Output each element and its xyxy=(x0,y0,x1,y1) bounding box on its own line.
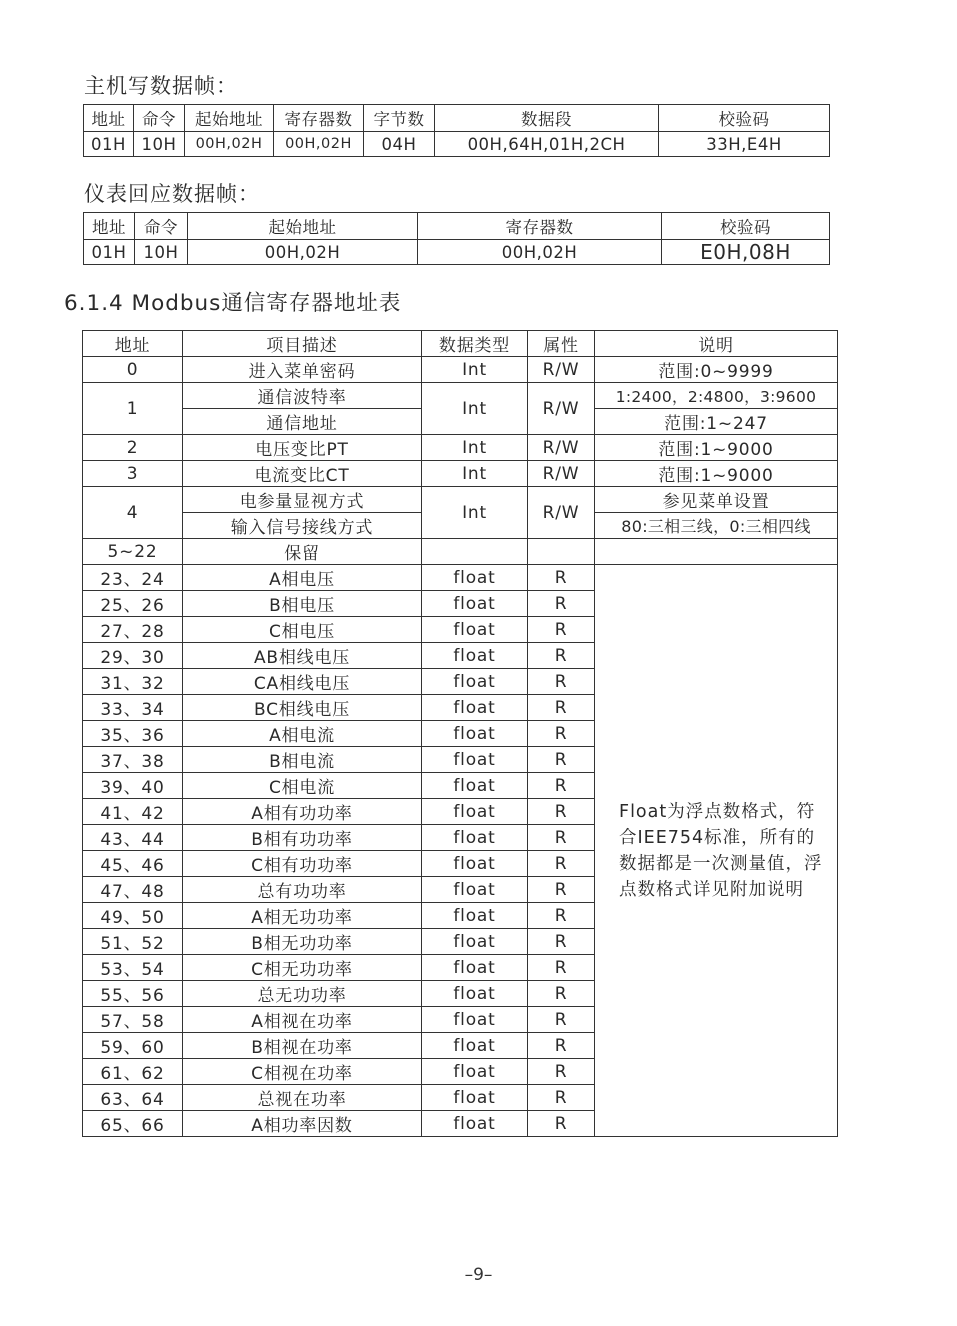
table-row xyxy=(83,357,838,383)
addr-cell: 3 xyxy=(83,461,183,487)
addr-cell: 47、48 xyxy=(83,877,183,903)
addr-cell: 45、46 xyxy=(83,851,183,877)
addr-cell: 53、54 xyxy=(83,955,183,981)
desc-cell: 总视在功率 xyxy=(183,1085,422,1111)
attr-cell: R xyxy=(528,1007,595,1033)
type-cell: float xyxy=(422,903,528,929)
attr-cell: R xyxy=(528,825,595,851)
table-row xyxy=(83,539,838,565)
addr-cell: 39、40 xyxy=(83,773,183,799)
float-format-note: Float为浮点数格式，符合IEE754标准，所有的数据都是一次测量值，浮点数格式详见附加说明 xyxy=(595,565,838,1137)
desc-cell: 通信地址 xyxy=(183,409,422,435)
desc-cell: A相无功功率 xyxy=(183,903,422,929)
desc-cell: AB相线电压 xyxy=(183,643,422,669)
desc-cell: C相有功功率 xyxy=(183,851,422,877)
desc-cell: C相电流 xyxy=(183,773,422,799)
type-cell: float xyxy=(422,1033,528,1059)
note-cell: 参见菜单设置 xyxy=(595,487,838,513)
note-cell: 范围:0~9999 xyxy=(595,357,838,383)
table-row xyxy=(83,565,838,591)
table-row xyxy=(83,435,838,461)
desc-cell: 总无功功率 xyxy=(183,981,422,1007)
addr-cell: 27、28 xyxy=(83,617,183,643)
header-cell: 地址 xyxy=(84,105,134,132)
value-cell: 00H,64H,01H,2CH xyxy=(435,132,659,157)
desc-cell: C相视在功率 xyxy=(183,1059,422,1085)
type-cell: float xyxy=(422,929,528,955)
attr-cell: R xyxy=(528,591,595,617)
note-cell: 范围:1~9000 xyxy=(595,435,838,461)
desc-cell: 总有功功率 xyxy=(183,877,422,903)
attr-cell: R xyxy=(528,721,595,747)
attr-cell: R xyxy=(528,851,595,877)
attr-cell: R/W xyxy=(528,435,595,461)
addr-cell: 0 xyxy=(83,357,183,383)
host-write-title: 主机写数据帧： xyxy=(84,74,238,98)
addr-cell: 4 xyxy=(83,487,183,539)
host-write-header-row xyxy=(84,105,830,132)
desc-cell: 电压变比PT xyxy=(183,435,422,461)
header-cell: 项目描述 xyxy=(183,331,422,357)
addr-cell: 37、38 xyxy=(83,747,183,773)
attr-cell: R xyxy=(528,1111,595,1137)
desc-cell: 电参量显视方式 xyxy=(183,487,422,513)
note-cell: 80:三相三线，0:三相四线 xyxy=(595,513,838,539)
attr-cell: R xyxy=(528,1085,595,1111)
attr-cell xyxy=(528,539,595,565)
type-cell: float xyxy=(422,695,528,721)
addr-cell: 23、24 xyxy=(83,565,183,591)
type-cell: float xyxy=(422,1059,528,1085)
addr-cell: 33、34 xyxy=(83,695,183,721)
addr-cell: 59、60 xyxy=(83,1033,183,1059)
value-cell: 00H,02H xyxy=(274,132,364,157)
type-cell: float xyxy=(422,617,528,643)
desc-cell: 通信波特率 xyxy=(183,383,422,409)
addr-cell: 25、26 xyxy=(83,591,183,617)
desc-cell: B相视在功率 xyxy=(183,1033,422,1059)
note-cell xyxy=(595,539,838,565)
addr-cell: 1 xyxy=(83,383,183,435)
meter-reply-value-row xyxy=(84,240,830,265)
meter-reply-frame-table xyxy=(83,212,830,265)
type-cell: Int xyxy=(422,383,528,435)
header-cell: 命令 xyxy=(134,105,185,132)
register-header-row xyxy=(83,331,838,357)
header-cell: 寄存器数 xyxy=(418,213,662,240)
addr-cell: 65、66 xyxy=(83,1111,183,1137)
desc-cell: 电流变比CT xyxy=(183,461,422,487)
addr-cell: 5~22 xyxy=(83,539,183,565)
attr-cell: R xyxy=(528,617,595,643)
desc-cell: CA相线电压 xyxy=(183,669,422,695)
meter-reply-header-row xyxy=(84,213,830,240)
type-cell: float xyxy=(422,643,528,669)
desc-cell: B相电流 xyxy=(183,747,422,773)
attr-cell: R xyxy=(528,643,595,669)
attr-cell: R/W xyxy=(528,461,595,487)
header-cell: 寄存器数 xyxy=(274,105,364,132)
addr-cell: 31、32 xyxy=(83,669,183,695)
value-cell: 01H xyxy=(84,240,135,265)
header-cell: 校验码 xyxy=(659,105,830,132)
addr-cell: 49、50 xyxy=(83,903,183,929)
attr-cell: R xyxy=(528,669,595,695)
attr-cell: R xyxy=(528,929,595,955)
desc-cell: C相电压 xyxy=(183,617,422,643)
header-cell: 起始地址 xyxy=(188,213,418,240)
desc-cell: BC相线电压 xyxy=(183,695,422,721)
desc-cell: 进入菜单密码 xyxy=(183,357,422,383)
attr-cell: R/W xyxy=(528,487,595,539)
addr-cell: 57、58 xyxy=(83,1007,183,1033)
attr-cell: R/W xyxy=(528,383,595,435)
type-cell: float xyxy=(422,565,528,591)
desc-cell: B相有功功率 xyxy=(183,825,422,851)
attr-cell: R xyxy=(528,903,595,929)
attr-cell: R xyxy=(528,799,595,825)
attr-cell: R xyxy=(528,1033,595,1059)
attr-cell: R/W xyxy=(528,357,595,383)
desc-cell: 保留 xyxy=(183,539,422,565)
note-cell: 范围:1~9000 xyxy=(595,461,838,487)
desc-cell: B相无功功率 xyxy=(183,929,422,955)
header-cell: 属性 xyxy=(528,331,595,357)
type-cell: Int xyxy=(422,357,528,383)
value-cell: 00H,02H xyxy=(188,240,418,265)
table-row xyxy=(83,383,838,409)
attr-cell: R xyxy=(528,1059,595,1085)
header-cell: 说明 xyxy=(595,331,838,357)
type-cell: Int xyxy=(422,435,528,461)
attr-cell: R xyxy=(528,695,595,721)
type-cell: float xyxy=(422,1085,528,1111)
header-cell: 地址 xyxy=(84,213,135,240)
type-cell: float xyxy=(422,825,528,851)
header-cell: 命令 xyxy=(135,213,188,240)
addr-cell: 2 xyxy=(83,435,183,461)
desc-cell: A相有功功率 xyxy=(183,799,422,825)
value-cell: E0H,08H xyxy=(662,240,830,265)
table-row xyxy=(83,461,838,487)
addr-cell: 51、52 xyxy=(83,929,183,955)
type-cell: float xyxy=(422,747,528,773)
type-cell xyxy=(422,539,528,565)
type-cell: float xyxy=(422,591,528,617)
desc-cell: A相视在功率 xyxy=(183,1007,422,1033)
type-cell: float xyxy=(422,773,528,799)
desc-cell: A相功率因数 xyxy=(183,1111,422,1137)
type-cell: float xyxy=(422,1007,528,1033)
note-cell: 范围:1~247 xyxy=(595,409,838,435)
note-cell: 1:2400，2:4800，3:9600 xyxy=(595,383,838,409)
type-cell: float xyxy=(422,877,528,903)
addr-cell: 61、62 xyxy=(83,1059,183,1085)
type-cell: float xyxy=(422,981,528,1007)
attr-cell: R xyxy=(528,955,595,981)
header-cell: 字节数 xyxy=(364,105,435,132)
register-address-table xyxy=(82,330,838,1137)
type-cell: float xyxy=(422,955,528,981)
value-cell: 00H,02H xyxy=(418,240,662,265)
type-cell: float xyxy=(422,851,528,877)
desc-cell: B相电压 xyxy=(183,591,422,617)
attr-cell: R xyxy=(528,565,595,591)
meter-reply-title: 仪表回应数据帧： xyxy=(84,182,260,206)
value-cell: 10H xyxy=(135,240,188,265)
header-cell: 数据段 xyxy=(435,105,659,132)
header-cell: 地址 xyxy=(83,331,183,357)
host-write-value-row xyxy=(84,132,830,157)
addr-cell: 29、30 xyxy=(83,643,183,669)
header-cell: 数据类型 xyxy=(422,331,528,357)
type-cell: float xyxy=(422,721,528,747)
addr-cell: 41、42 xyxy=(83,799,183,825)
desc-cell: A相电压 xyxy=(183,565,422,591)
type-cell: float xyxy=(422,799,528,825)
value-cell: 00H,02H xyxy=(185,132,274,157)
section-title: 6.1.4 Modbus通信寄存器地址表 xyxy=(64,291,402,316)
value-cell: 01H xyxy=(84,132,134,157)
value-cell: 33H,E4H xyxy=(659,132,830,157)
addr-cell: 35、36 xyxy=(83,721,183,747)
type-cell: Int xyxy=(422,461,528,487)
addr-cell: 43、44 xyxy=(83,825,183,851)
attr-cell: R xyxy=(528,981,595,1007)
addr-cell: 63、64 xyxy=(83,1085,183,1111)
table-row xyxy=(83,487,838,513)
addr-cell: 55、56 xyxy=(83,981,183,1007)
value-cell: 10H xyxy=(134,132,185,157)
header-cell: 起始地址 xyxy=(185,105,274,132)
desc-cell: C相无功功率 xyxy=(183,955,422,981)
attr-cell: R xyxy=(528,747,595,773)
desc-cell: A相电流 xyxy=(183,721,422,747)
desc-cell: 输入信号接线方式 xyxy=(183,513,422,539)
header-cell: 校验码 xyxy=(662,213,830,240)
type-cell: float xyxy=(422,1111,528,1137)
type-cell: float xyxy=(422,669,528,695)
attr-cell: R xyxy=(528,877,595,903)
type-cell: Int xyxy=(422,487,528,539)
value-cell: 04H xyxy=(364,132,435,157)
page-number: –9– xyxy=(464,1265,493,1285)
attr-cell: R xyxy=(528,773,595,799)
host-write-frame-table xyxy=(83,104,830,157)
